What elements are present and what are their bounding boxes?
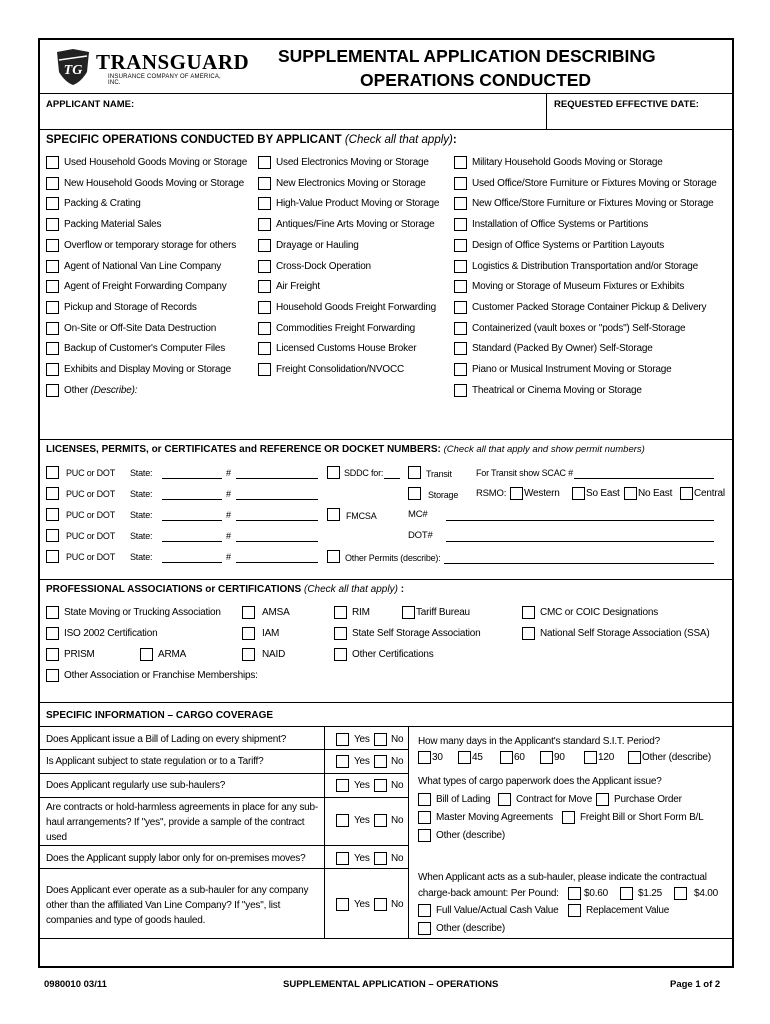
ops-item-label: Pickup and Storage of Records — [64, 301, 197, 313]
number-label: # — [226, 510, 231, 520]
ops-item-label: New Household Goods Moving or Storage — [64, 177, 244, 189]
company-logo — [54, 48, 250, 88]
sit-option-label: 60 — [514, 752, 525, 763]
subhauler-question: charge-back amount: Per Pound: — [418, 888, 559, 899]
sit-checkbox[interactable] — [458, 751, 471, 764]
ops-checkbox[interactable] — [454, 342, 467, 355]
ops-item-label: High-Value Product Moving or Storage — [276, 198, 440, 210]
page-number: Page 1 of 2 — [670, 979, 721, 990]
logo-sub: INSURANCE COMPANY OF AMERICA, INC. — [108, 74, 221, 86]
other-permits-field[interactable] — [444, 563, 714, 564]
yes-label: Yes — [354, 780, 370, 791]
amount-label: $0.60 — [584, 888, 609, 899]
assoc-checkbox[interactable] — [522, 606, 535, 619]
assoc-checkbox[interactable] — [46, 627, 59, 640]
transit-label: Transit — [426, 469, 452, 479]
rsmo-option-label: Central — [694, 488, 725, 499]
permit-number-field[interactable] — [236, 478, 318, 479]
professional-heading: PROFESSIONAL ASSOCIATIONS or CERTIFICATIONS (Check all that apply) : — [46, 584, 405, 595]
puc-dot-label: PUC or DOT — [66, 489, 116, 499]
yes-label: Yes — [354, 734, 370, 745]
amount-checkbox[interactable] — [568, 887, 581, 900]
state-label: State: — [130, 531, 153, 541]
applicant-name-label: APPLICANT NAME: — [46, 99, 135, 110]
dot-field[interactable] — [446, 541, 714, 542]
yes-checkbox[interactable] — [336, 814, 349, 827]
puc-dot-checkbox[interactable] — [46, 487, 59, 500]
ops-item-label: Cross-Dock Operation — [276, 260, 371, 272]
ops-item-label: Customer Packed Storage Container Pickup & Delivery — [472, 301, 707, 313]
ops-item-label: Air Freight — [276, 281, 320, 293]
other-permits-label: Other Permits (describe): — [345, 553, 441, 563]
yes-checkbox[interactable] — [336, 733, 349, 746]
permit-number-field[interactable] — [236, 499, 318, 500]
ops-other-label: Other (Describe): — [64, 384, 138, 396]
ops-item-label: Overflow or temporary storage for others — [64, 239, 237, 251]
state-field[interactable] — [162, 562, 222, 563]
ops-checkbox[interactable] — [46, 260, 59, 273]
assoc-checkbox[interactable] — [334, 648, 347, 661]
rsmo-checkbox[interactable] — [510, 487, 523, 500]
yes-label: Yes — [354, 899, 370, 910]
paperwork-label: Bill of Lading — [436, 794, 491, 805]
divider — [40, 129, 732, 130]
ops-checkbox[interactable] — [46, 218, 59, 231]
ops-item-label: New Office/Store Furniture or Fixtures Moving or Storage — [472, 198, 714, 210]
sit-option-label: Other (describe) — [642, 752, 712, 763]
no-label: No — [391, 899, 404, 910]
ops-checkbox[interactable] — [46, 197, 59, 210]
paperwork-label: Freight Bill or Short Form B/L — [580, 812, 704, 823]
number-label: # — [226, 531, 231, 541]
other-permits-checkbox[interactable] — [327, 550, 340, 563]
amount-checkbox[interactable] — [620, 887, 633, 900]
no-checkbox[interactable] — [374, 733, 387, 746]
footer-title: SUPPLEMENTAL APPLICATION – OPERATIONS — [283, 979, 499, 990]
question-label: other than the affiliated Van Line Company? If "yes", list — [46, 900, 281, 911]
question-label: Is Applicant subject to state regulation or to a Tariff? — [46, 756, 264, 767]
ops-item-label: On-Site or Off-Site Data Destruction — [64, 322, 217, 334]
ops-item-label: Containerized (vault boxes or "pods") Self-Storage — [472, 322, 686, 334]
mc-field[interactable] — [446, 520, 714, 521]
logo-brand: TRANSGUARD — [96, 50, 250, 74]
ops-checkbox[interactable] — [454, 156, 467, 169]
ops-item-label: Commodities Freight Forwarding — [276, 322, 416, 334]
ops-checkbox[interactable] — [46, 177, 59, 190]
state-label: State: — [130, 552, 153, 562]
sit-option-label: 90 — [554, 752, 565, 763]
divider — [40, 702, 732, 703]
arma-label: ARMA — [158, 649, 187, 660]
yes-checkbox[interactable] — [336, 779, 349, 792]
number-label: # — [226, 552, 231, 562]
ops-item-label: Packing Material Sales — [64, 219, 162, 231]
sit-checkbox[interactable] — [584, 751, 597, 764]
question-label: companies and type of goods hauled. — [46, 915, 206, 926]
number-label: # — [226, 489, 231, 499]
puc-dot-checkbox[interactable] — [46, 466, 59, 479]
state-label: State: — [130, 489, 153, 499]
divider — [40, 845, 408, 846]
puc-dot-label: PUC or DOT — [66, 552, 116, 562]
no-label: No — [391, 780, 404, 791]
assoc-label: CMC or COIC Designations — [540, 607, 659, 618]
divider — [40, 797, 408, 798]
ops-item-label: Drayage or Hauling — [276, 239, 359, 251]
sit-option-label: 120 — [598, 752, 615, 763]
puc-dot-checkbox[interactable] — [46, 508, 59, 521]
sit-checkbox[interactable] — [500, 751, 513, 764]
svg-text:TG: TG — [63, 63, 83, 78]
puc-dot-label: PUC or DOT — [66, 531, 116, 541]
subhauler-label: Full Value/Actual Cash Value — [436, 905, 559, 916]
no-label: No — [391, 756, 404, 767]
ops-item-label: Moving or Storage of Museum Fixtures or Exhibits — [472, 281, 685, 293]
assoc-label: IAM — [262, 628, 280, 639]
cargo-heading: SPECIFIC INFORMATION – CARGO COVERAGE — [46, 710, 274, 721]
divider — [40, 773, 408, 774]
assoc-label: NAID — [262, 649, 286, 660]
puc-dot-checkbox[interactable] — [46, 529, 59, 542]
assoc-label: AMSA — [262, 607, 290, 618]
arma-checkbox[interactable] — [140, 648, 153, 661]
assoc-checkbox[interactable] — [522, 627, 535, 640]
rsmo-option-label: No East — [638, 488, 673, 499]
divider — [40, 868, 408, 869]
state-label: State: — [130, 468, 153, 478]
assoc-checkbox[interactable] — [242, 606, 255, 619]
subhauler-label: Other (describe) — [436, 923, 506, 934]
rsmo-option-label: So East — [586, 488, 620, 499]
other-assoc-checkbox[interactable] — [46, 669, 59, 682]
assoc-label: ISO 2002 Certification — [64, 628, 158, 639]
ops-item-label: Used Electronics Moving or Storage — [276, 157, 429, 168]
ops-checkbox[interactable] — [258, 363, 271, 376]
state-field[interactable] — [162, 541, 222, 542]
ops-item-label: Freight Consolidation/NVOCC — [276, 364, 404, 375]
ops-item-label: Installation of Office Systems or Partitions — [472, 219, 649, 231]
ops-checkbox[interactable] — [258, 218, 271, 231]
state-field[interactable] — [162, 520, 222, 521]
no-label: No — [391, 734, 404, 745]
assoc-label: PRISM — [64, 649, 95, 660]
puc-dot-checkbox[interactable] — [46, 550, 59, 563]
ops-item-label: Used Household Goods Moving or Storage — [64, 157, 248, 168]
tariff-checkbox[interactable] — [402, 606, 415, 619]
rsmo-label: RSMO: — [476, 488, 507, 499]
question-label: Does Applicant ever operate as a sub-hauler for any company — [46, 885, 309, 896]
rsmo-checkbox[interactable] — [680, 487, 693, 500]
ops-checkbox[interactable] — [258, 239, 271, 252]
storage-label: Storage — [428, 490, 459, 500]
state-label: State: — [130, 510, 153, 520]
sit-checkbox[interactable] — [540, 751, 553, 764]
shield-logo-icon — [54, 48, 92, 86]
tariff-label: Tariff Bureau — [416, 607, 470, 618]
paperwork-checkbox[interactable] — [418, 811, 431, 824]
question-label: Does Applicant regularly use sub-haulers? — [46, 780, 226, 791]
amount-checkbox[interactable] — [674, 887, 687, 900]
puc-dot-label: PUC or DOT — [66, 510, 116, 520]
fmcsa-checkbox[interactable] — [327, 508, 340, 521]
ops-item-label: Agent of National Van Line Company — [64, 260, 222, 272]
subhauler-label: Replacement Value — [586, 905, 670, 916]
assoc-label: National Self Storage Association (SSA) — [540, 628, 710, 639]
divider — [40, 749, 408, 750]
ops-item-label: New Electronics Moving or Storage — [276, 177, 426, 189]
assoc-label: RIM — [352, 607, 370, 618]
yes-checkbox[interactable] — [336, 852, 349, 865]
no-checkbox[interactable] — [374, 779, 387, 792]
form-title-line2: OPERATIONS CONDUCTED — [360, 70, 592, 90]
assoc-checkbox[interactable] — [46, 648, 59, 661]
ops-checkbox[interactable] — [46, 156, 59, 169]
ops-checkbox[interactable] — [258, 280, 271, 293]
ops-item-label: Packing & Crating — [64, 198, 141, 210]
yes-label: Yes — [354, 756, 370, 767]
yes-label: Yes — [354, 815, 370, 826]
ops-checkbox[interactable] — [46, 342, 59, 355]
ops-checkbox[interactable] — [454, 363, 467, 376]
paperwork-label: Contract for Move — [516, 794, 593, 805]
subhauler-checkbox[interactable] — [418, 904, 431, 917]
ops-checkbox[interactable] — [258, 197, 271, 210]
divider — [40, 439, 732, 440]
scac-field[interactable] — [574, 478, 714, 479]
no-checkbox[interactable] — [374, 898, 387, 911]
paperwork-label: Purchase Order — [614, 794, 682, 805]
sddc-checkbox[interactable] — [327, 466, 340, 479]
subhauler-checkbox[interactable] — [568, 904, 581, 917]
no-checkbox[interactable] — [374, 852, 387, 865]
ops-item-label: Antiques/Fine Arts Moving or Storage — [276, 219, 435, 231]
ops-checkbox[interactable] — [258, 260, 271, 273]
paperwork-checkbox[interactable] — [418, 793, 431, 806]
ops-checkbox[interactable] — [46, 322, 59, 335]
other-assoc-label: Other Association or Franchise Memberships: — [64, 670, 258, 681]
permit-number-field[interactable] — [236, 520, 318, 521]
ops-item-label: Standard (Packed By Owner) Self-Storage — [472, 343, 653, 355]
assoc-checkbox[interactable] — [46, 606, 59, 619]
ops-item-label: Backup of Customer's Computer Files — [64, 343, 226, 355]
no-label: No — [391, 815, 404, 826]
ops-heading: SPECIFIC OPERATIONS CONDUCTED BY APPLICANT (Check all that apply): — [46, 134, 457, 146]
sit-checkbox[interactable] — [418, 751, 431, 764]
divider — [40, 93, 732, 94]
divider — [40, 579, 732, 580]
dot-label: DOT# — [408, 530, 433, 541]
no-label: No — [391, 853, 404, 864]
yes-label: Yes — [354, 853, 370, 864]
ops-item-label: Used Office/Store Furniture or Fixtures Moving or Storage — [472, 177, 717, 189]
paperwork-checkbox[interactable] — [418, 829, 431, 842]
divider — [408, 726, 409, 938]
assoc-label: State Moving or Trucking Association — [64, 607, 221, 618]
assoc-label: State Self Storage Association — [352, 628, 481, 639]
ops-checkbox[interactable] — [454, 239, 467, 252]
ops-checkbox[interactable] — [258, 156, 271, 169]
effective-date-label: REQUESTED EFFECTIVE DATE: — [554, 99, 699, 110]
ops-item-label: Military Household Goods Moving or Storage — [472, 157, 663, 168]
state-field[interactable] — [162, 478, 222, 479]
transit-checkbox[interactable] — [408, 466, 421, 479]
ops-checkbox[interactable] — [454, 301, 467, 314]
question-label: Does Applicant issue a Bill of Lading on every shipment? — [46, 734, 287, 745]
form-code: 0980010 03/11 — [44, 979, 107, 990]
ops-checkbox[interactable] — [46, 363, 59, 376]
ops-checkbox[interactable] — [454, 218, 467, 231]
paperwork-checkbox[interactable] — [562, 811, 575, 824]
ops-item-label: Licensed Customs House Broker — [276, 343, 417, 355]
rsmo-checkbox[interactable] — [572, 487, 585, 500]
paperwork-checkbox[interactable] — [596, 793, 609, 806]
ops-checkbox[interactable] — [46, 280, 59, 293]
ops-checkbox[interactable] — [454, 197, 467, 210]
assoc-label: Other Certifications — [352, 649, 434, 660]
assoc-checkbox[interactable] — [242, 648, 255, 661]
rsmo-option-label: Western — [524, 488, 560, 499]
divider — [40, 938, 732, 939]
paperwork-question: What types of cargo paperwork does the Applicant issue? — [418, 776, 662, 787]
rsmo-checkbox[interactable] — [624, 487, 637, 500]
ops-checkbox[interactable] — [454, 384, 467, 397]
form-title-line1: SUPPLEMENTAL APPLICATION DESCRIBING — [278, 46, 656, 66]
ops-checkbox[interactable] — [258, 342, 271, 355]
ops-checkbox[interactable] — [46, 239, 59, 252]
sddc-field[interactable] — [384, 478, 400, 479]
ops-item-label: Theatrical or Cinema Moving or Storage — [472, 384, 642, 396]
ops-checkbox[interactable] — [454, 322, 467, 335]
ops-other-checkbox[interactable] — [46, 384, 59, 397]
fmcsa-label: FMCSA — [346, 511, 377, 521]
ops-checkbox[interactable] — [46, 301, 59, 314]
paperwork-label: Master Moving Agreements — [436, 812, 553, 823]
number-label: # — [226, 468, 231, 478]
licenses-heading: LICENSES, PERMITS, or CERTIFICATES and REFERENCE OR DOCKET NUMBERS: (Check all that apply and show permit numbers) — [46, 444, 645, 455]
assoc-checkbox[interactable] — [334, 627, 347, 640]
subhauler-checkbox[interactable] — [418, 922, 431, 935]
paperwork-label: Other (describe) — [436, 830, 506, 841]
assoc-checkbox[interactable] — [334, 606, 347, 619]
ops-item-label: Agent of Freight Forwarding Company — [64, 281, 227, 293]
mc-label: MC# — [408, 509, 428, 520]
ops-item-label: Logistics & Distribution Transportation and/or Storage — [472, 260, 698, 272]
subhauler-question: When Applicant acts as a sub-hauler, please indicate the contractual — [418, 872, 707, 883]
ops-item-label: Household Goods Freight Forwarding — [276, 301, 436, 313]
ops-checkbox[interactable] — [258, 177, 271, 190]
question-label: Are contracts or hold-harmless agreements in place for any sub- — [46, 802, 318, 813]
question-label: Does the Applicant supply labor only for on-premises moves? — [46, 853, 306, 864]
ops-item-label: Design of Office Systems or Partition Layouts — [472, 239, 665, 251]
puc-dot-label: PUC or DOT — [66, 468, 116, 478]
storage-checkbox[interactable] — [408, 487, 421, 500]
assoc-checkbox[interactable] — [242, 627, 255, 640]
no-checkbox[interactable] — [374, 755, 387, 768]
no-checkbox[interactable] — [374, 814, 387, 827]
sddc-label: SDDC for: — [344, 468, 384, 478]
paperwork-checkbox[interactable] — [498, 793, 511, 806]
ops-checkbox[interactable] — [454, 280, 467, 293]
sit-question: How many days in the Applicant's standard S.I.T. Period? — [418, 736, 660, 747]
ops-checkbox[interactable] — [454, 260, 467, 273]
permit-number-field[interactable] — [236, 541, 318, 542]
ops-item-label: Exhibits and Display Moving or Storage — [64, 364, 231, 375]
ops-item-label: Piano or Musical Instrument Moving or Storage — [472, 364, 672, 375]
question-label: haul arrangements? If "yes", provide a sample of the contract — [46, 817, 305, 828]
sit-option-label: 30 — [432, 752, 443, 763]
state-field[interactable] — [162, 499, 222, 500]
ops-checkbox[interactable] — [258, 322, 271, 335]
divider — [546, 93, 547, 129]
sit-checkbox[interactable] — [628, 751, 641, 764]
sit-option-label: 45 — [472, 752, 483, 763]
divider — [40, 726, 732, 727]
question-label: used — [46, 832, 67, 843]
form-page — [38, 38, 734, 968]
amount-label: $1.25 — [638, 888, 663, 899]
divider — [324, 726, 325, 938]
yes-checkbox[interactable] — [336, 898, 349, 911]
yes-checkbox[interactable] — [336, 755, 349, 768]
ops-checkbox[interactable] — [454, 177, 467, 190]
transit-note: For Transit show SCAC # — [476, 468, 573, 478]
amount-label: $4.00 — [694, 888, 719, 899]
permit-number-field[interactable] — [236, 562, 318, 563]
ops-checkbox[interactable] — [258, 301, 271, 314]
